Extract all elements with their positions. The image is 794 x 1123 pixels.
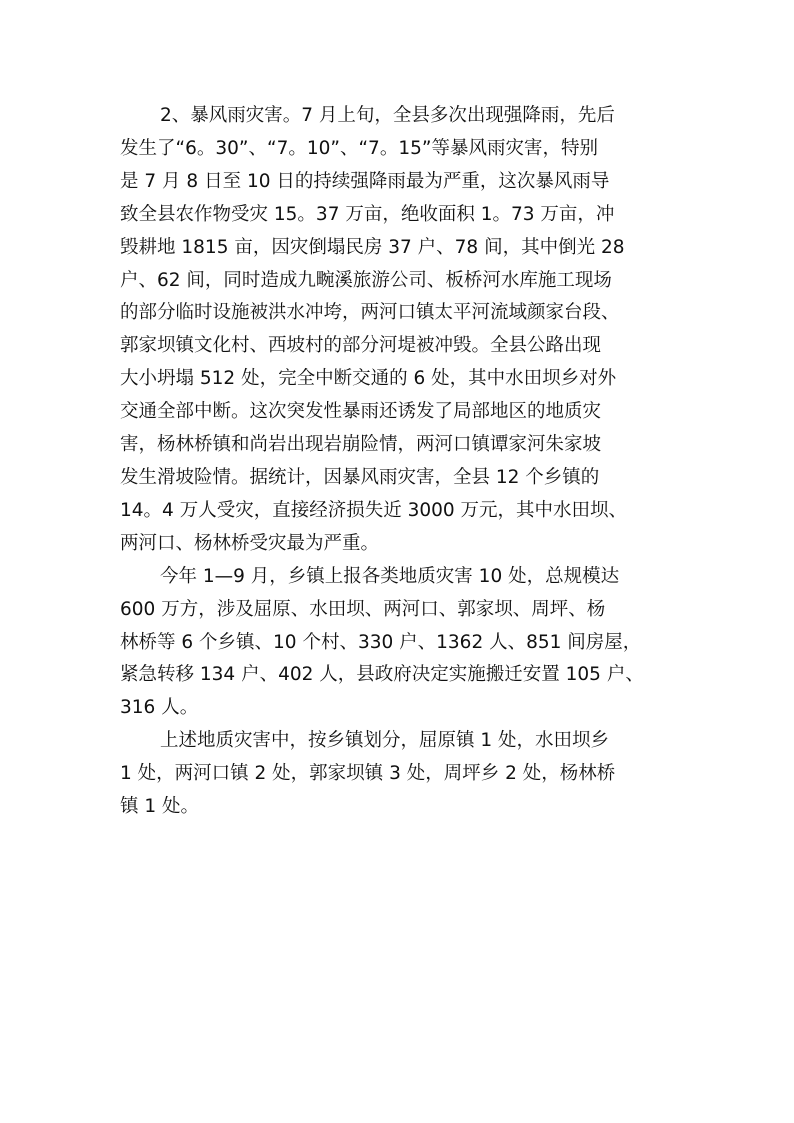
document-body: [120, 100, 686, 824]
text-line: 紧急转移 134 户、402 人，县政府决定实施搬迁安置 105 户、: [120, 664, 644, 686]
text-line: 是 7 月 8 日至 10 日的持续强降雨最为严重，这次暴风雨导: [120, 170, 610, 192]
text-line: 316 人。: [120, 697, 199, 719]
paragraph-disaster-by-township: [120, 725, 686, 824]
text-line: 发生了“6。30”、“7。10”、“7。15”等暴风雨灾害，特别: [120, 137, 598, 159]
text-line: 1 处，两河口镇 2 处，郭家坝镇 3 处，周坪乡 2 处，杨林桥: [120, 763, 616, 785]
text-line: 大小坍塌 512 处，完全中断交通的 6 处，其中水田坝乡对外: [120, 368, 617, 390]
text-line: 2、暴风雨灾害。7 月上旬，全县多次出现强降雨，先后: [160, 105, 615, 126]
text-line: 发生滑坡险情。据统计，因暴风雨灾害，全县 12 个乡镇的: [120, 466, 600, 488]
text-line: 上述地质灾害中，按乡镇划分，屈原镇 1 处，水田坝乡: [160, 730, 610, 752]
text-line: 户、62 间，同时造成九畹溪旅游公司、板桥河水库施工现场: [120, 269, 612, 291]
paragraph-geological-disaster-summary: [120, 561, 686, 726]
text-line: 林桥等 6 个乡镇、10 个村、330 户、1362 人、851 间房屋，: [120, 631, 642, 653]
text-line: 致全县农作物受灾 15。37 万亩，绝收面积 1。73 万亩，冲: [120, 203, 615, 225]
text-line: 害，杨林桥镇和尚岩出现岩崩险情，两河口镇谭家河朱家坡: [120, 434, 602, 456]
text-line: 交通全部中断。这次突发性暴雨还诱发了局部地区的地质灾: [120, 401, 602, 423]
text-line: 郭家坝镇文化村、西坡村的部分河堤被冲毁。全县公路出现: [120, 335, 602, 357]
text-line: 毁耕地 1815 亩，因灾倒塌民房 37 户、78 间，其中倒光 28: [120, 236, 625, 258]
text-line: 600 万方，涉及屈原、水田坝、两河口、郭家坝、周坪、杨: [120, 598, 606, 620]
text-line: 今年 1—9 月，乡镇上报各类地质灾害 10 处，总规模达: [160, 565, 620, 587]
text-line: 14。4 万人受灾，直接经济损失近 3000 万元，其中水田坝、: [120, 499, 628, 521]
paragraph-rainstorm-disaster: [120, 100, 686, 561]
text-line: 两河口、杨林桥受灾最为严重。: [120, 532, 380, 554]
text-line: 的部分临时设施被洪水冲垮，两河口镇太平河流域颜家台段、: [120, 302, 620, 324]
text-line: 镇 1 处。: [120, 796, 200, 818]
